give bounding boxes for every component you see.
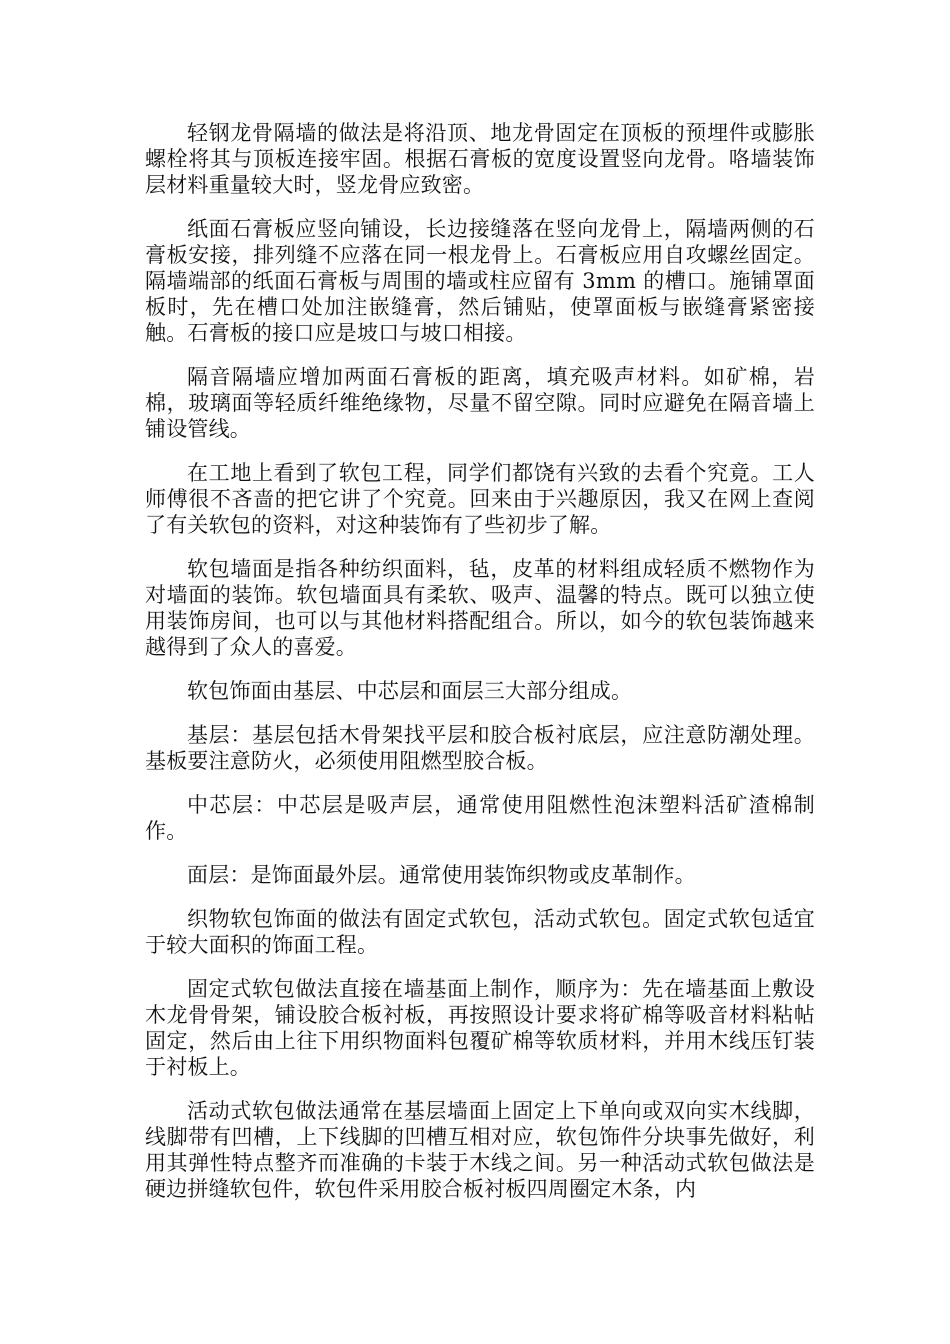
paragraph-fixed-method: 固定式软包做法直接在墙基面上制作，顺序为：先在墙基面上敷设木龙骨骨架，铺设胶合板衬板，再按照设计要求将矿棉等吸音材料粘帖固定，然后由上往下用织物面料包覆矿棉等软质材料，并用木线压钉装于衬板上。 [145,977,815,1079]
paragraph-site-visit: 在工地上看到了软包工程，同学们都饶有兴致的去看个究竟。工人师傅很不吝啬的把它讲了个究竟。回来由于兴趣原因，我又在网上查阅了有关软包的资料，对这种装饰有了些初步了解。 [145,461,815,537]
document-body [145,120,815,1220]
paragraph-core-layer: 中芯层：中芯层是吸声层，通常使用阻燃性泡沫塑料活矿渣棉制作。 [145,793,815,843]
paragraph-surface-layer: 面层：是饰面最外层。通常使用装饰织物或皮革制作。 [187,863,696,887]
paragraph-light-steel-keel-partition: 轻钢龙骨隔墙的做法是将沿顶、地龙骨固定在顶板的预埋件或膨胀螺栓将其与顶板连接牢固。根据石膏板的宽度设置竖向龙骨。咯墙装饰层材料重量较大时，竖龙骨应致密。 [145,121,815,197]
paragraph-soft-wall-definition: 软包墙面是指各种纺织面料，毡，皮革的材料组成轻质不燃物作为对墙面的装饰。软包墙面具有柔软、吸声、温馨的特点。既可以独立使用装饰房间，也可以与其他材料搭配组合。所以，如今的软包装饰越来越得到了众人的喜爱。 [145,557,815,659]
paragraph-soundproof-partition: 隔音隔墙应增加两面石膏板的距离，填充吸声材料。如矿棉，岩棉，玻璃面等轻质纤维绝缘物，尽量不留空隙。同时应避免在隔音墙上铺设管线。 [145,365,815,441]
paragraph-movable-method: 活动式软包做法通常在基层墙面上固定上下单向或双向实木线脚，线脚带有凹槽，上下线脚的凹槽互相对应，软包饰件分块事先做好，利用其弹性特点整齐而准确的卡装于木线之间。另一种活动式软包做法是硬边拼缝软包件，软包件采用胶合板衬板四周圈定木条，内 [145,1099,815,1201]
paragraph-gypsum-board-installation: 纸面石膏板应竖向铺设，长边接缝落在竖向龙骨上，隔墙两侧的石膏板安接，排列缝不应落在同一根龙骨上。石膏板应用自攻螺丝固定。隔墙端部的纸面石膏板与周围的墙或柱应留有 3mm 的槽口。施铺罩面板时，先在槽口处加注嵌缝膏，然后铺贴，使罩面板与嵌缝膏紧密接触。石膏板的接口应是坡口与坡口相接。 [145,217,815,345]
paragraph-fabric-methods: 织物软包饰面的做法有固定式软包，活动式软包。固定式软包适宜于较大面积的饰面工程。 [145,907,815,957]
paragraph-base-layer: 基层：基层包括木骨架找平层和胶合板衬底层，应注意防潮处理。基板要注意防火，必须使用阻燃型胶合板。 [145,723,815,773]
paragraph-soft-wall-layers: 软包饰面由基层、中芯层和面层三大部分组成。 [187,679,633,703]
